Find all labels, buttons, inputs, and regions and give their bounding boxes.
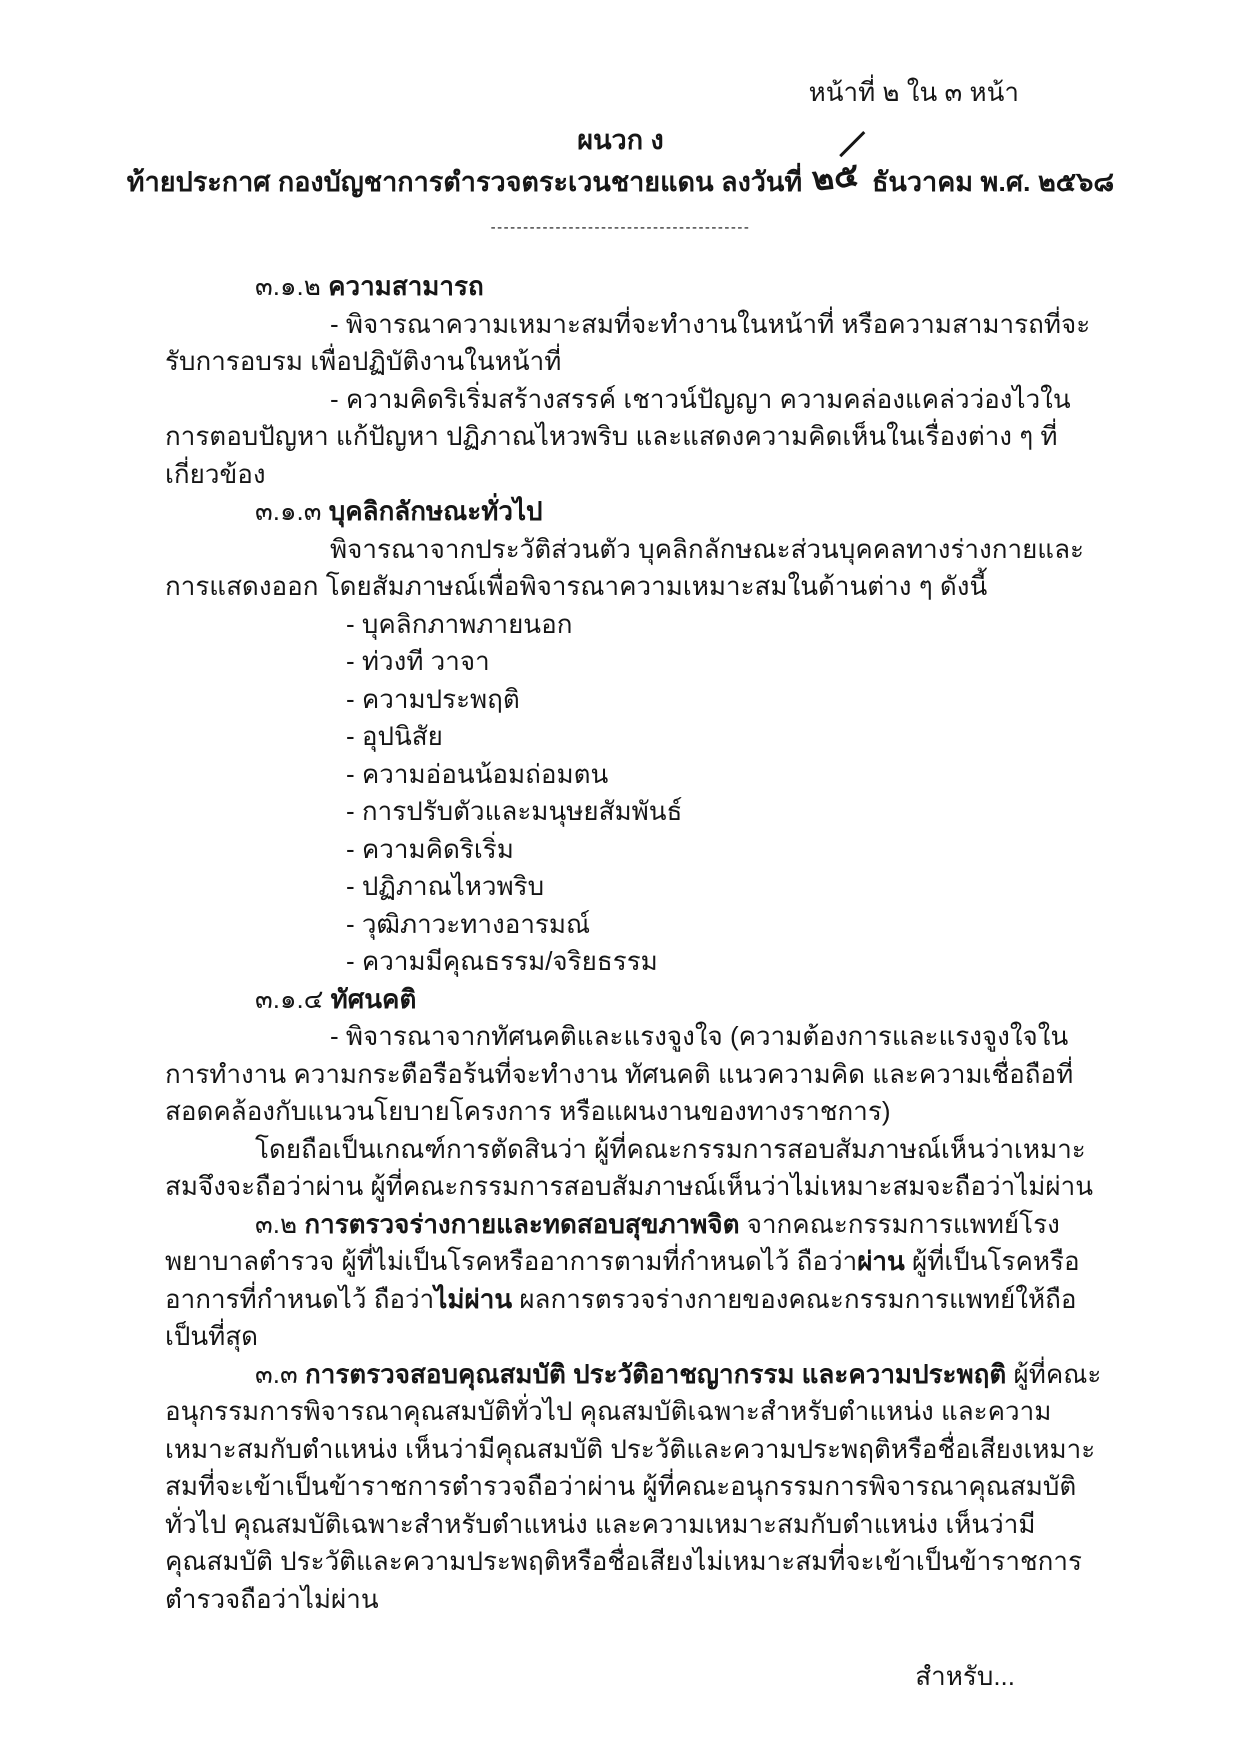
document-title [0,155,1241,200]
bold-text: ความสามารถ [328,271,484,301]
text: ๓.๑.๒ [255,271,329,301]
bold-text: การตรวจร่างกายและทดสอบสุขภาพจิต [304,1208,740,1239]
text: - พิจารณาความเหมาะสมที่จะทำงานในหน้าที่ หรือความสามารถที่จะรับการอบรม เพื่อปฏิบัติงานในหน้าที่ [165,308,1091,376]
paragraph [165,1018,1107,1131]
bold-text: การตรวจสอบคุณสมบัติ ประวัติอาชญากรรม และความประพฤติ [305,1358,1007,1389]
text: - พิจารณาจากทัศนคติและแรงจูงใจ (ความต้องการและแรงจูงใจในการทำงาน ความกระตือรือร้นที่จะทำงาน ทัศนคติ แนวความคิด และความเชื่อถือที่สอดคล้องกับแนวนโยบายโครงการ หรือแผนงานของทางราชการ) [165,1021,1074,1126]
page-number: หน้าที่ ๒ ใน ๓ หน้า [808,77,1019,107]
document-body [0,268,1241,1618]
text: - ความมีคุณธรรม/จริยธรรม [346,946,658,976]
text: - ความอ่อนน้อมถ่อมตน [346,758,609,789]
text: พิจารณาจากประวัติส่วนตัว บุคลิกลักษณะส่วนบุคคลทางร่างกายและการแสดงออก โดยสัมภาษณ์เพื่อพิจารณาความเหมาะสมในด้านต่าง ๆ ดังนี้ [165,533,1084,601]
section-heading [165,493,1107,531]
text: ผู้ที่เป็นโรคหรืออาการที่กำหนดไว้ ถือว่า [165,1246,1080,1314]
text: - บุคลิกภาพภายนอก [346,608,573,639]
text: - การปรับตัวและมนุษยสัมพันธ์ [346,796,683,826]
text: ๓.๒ [255,1208,305,1239]
bold-text: ไม่ผ่าน [434,1283,513,1314]
bold-text: ทัศนคติ [330,983,417,1014]
list-item [346,868,1107,906]
section-heading [165,268,1107,306]
text: โดยถือเป็นเกณฑ์การตัดสินว่า ผู้ที่คณะกรรมการสอบสัมภาษณ์เห็นว่าเหมาะสมจึงจะถือว่าผ่าน ผู้ที่คณะกรรมการสอบสัมภาษณ์เห็นว่าไม่เหมาะสมจะถือว่าไม่ผ่าน [165,1133,1094,1201]
list-item [346,906,1107,944]
list-item [346,606,1107,644]
bold-text: ผ่าน [857,1246,905,1276]
text: - ท่วงที วาจา [346,646,490,676]
list-item [346,643,1107,681]
bold-text: บุคลิกลักษณะทั่วไป [328,496,543,526]
text: - ปฏิภาณไหวพริบ [346,871,545,901]
appendix-label: ผนวก ง [577,125,664,155]
paragraph [165,1356,1107,1619]
section-heading [165,981,1107,1019]
text: ผลการตรวจร่างกายของคณะกรรมการแพทย์ให้ถือเป็นที่สุด [165,1283,1077,1351]
divider-dashes: ---------------------------------------- [490,219,751,236]
title-suffix: ธันวาคม พ.ศ. ๒๕๖๘ [871,167,1115,197]
continuation-label: สำหรับ... [915,1661,1015,1691]
list-item [346,718,1107,756]
list-item [346,943,1107,981]
text: - ความคิดริเริ่ม [346,833,514,864]
text: ๓.๑.๔ [255,983,331,1014]
title-prefix: ท้ายประกาศ กองบัญชาการตำรวจตระเวนชายแดน ลงวันที่ [126,167,803,197]
text: - อุปนิสัย [346,721,443,751]
paragraph [165,1131,1107,1206]
list-item [346,831,1107,869]
list-item [346,681,1107,719]
text: - วุฒิภาวะทางอารมณ์ [346,908,591,939]
handwritten-date: ๒๕ [809,155,861,198]
text: ๓.๑.๓ [255,496,329,526]
text: ผู้ที่คณะอนุกรรมการพิจารณาคุณสมบัติทั่วไป คุณสมบัติเฉพาะสำหรับตำแหน่ง และความเหมาะสมกับตำแหน่ง เห็นว่ามีคุณสมบัติ ประวัติและความประพฤติหรือชื่อเสียงเหมาะสมที่จะเข้าเป็นข้าราชการตำรวจถือว่าผ่าน ผู้ที่คณะอนุกรรมการพิจารณาคุณสมบัติทั่วไป คุณสมบัติเฉพาะสำหรับตำแหน่ง และความเหมาะสมกับตำแหน่ง เห็นว่ามีคุณสมบัติ ประวัติและความประพฤติหรือชื่อเสียงไม่เหมาะสมที่จะเข้าเป็นข้าราชการตำรวจถือว่าไม่ผ่าน [165,1358,1102,1614]
text: - ความประพฤติ [346,683,520,714]
text: ๓.๓ [255,1358,305,1389]
list-item [346,756,1107,794]
text: จากคณะกรรมการแพทย์โรงพยาบาลตำรวจ ผู้ที่ไม่เป็นโรคหรืออาการตามที่กำหนดไว้ ถือว่า [165,1208,1060,1276]
paragraph [165,381,1107,494]
list-item [346,793,1107,831]
paragraph [165,306,1107,381]
text: - ความคิดริเริ่มสร้างสรรค์ เชาวน์ปัญญา ความคล่องแคล่วว่องไวในการตอบปัญหา แก้ปัญหา ปฏิภาณไหวพริบ และแสดงความคิดเห็นในเรื่องต่าง ๆ ที่เกี่ยวข้อง [165,383,1071,489]
paragraph [165,531,1107,606]
paragraph [165,1206,1107,1356]
